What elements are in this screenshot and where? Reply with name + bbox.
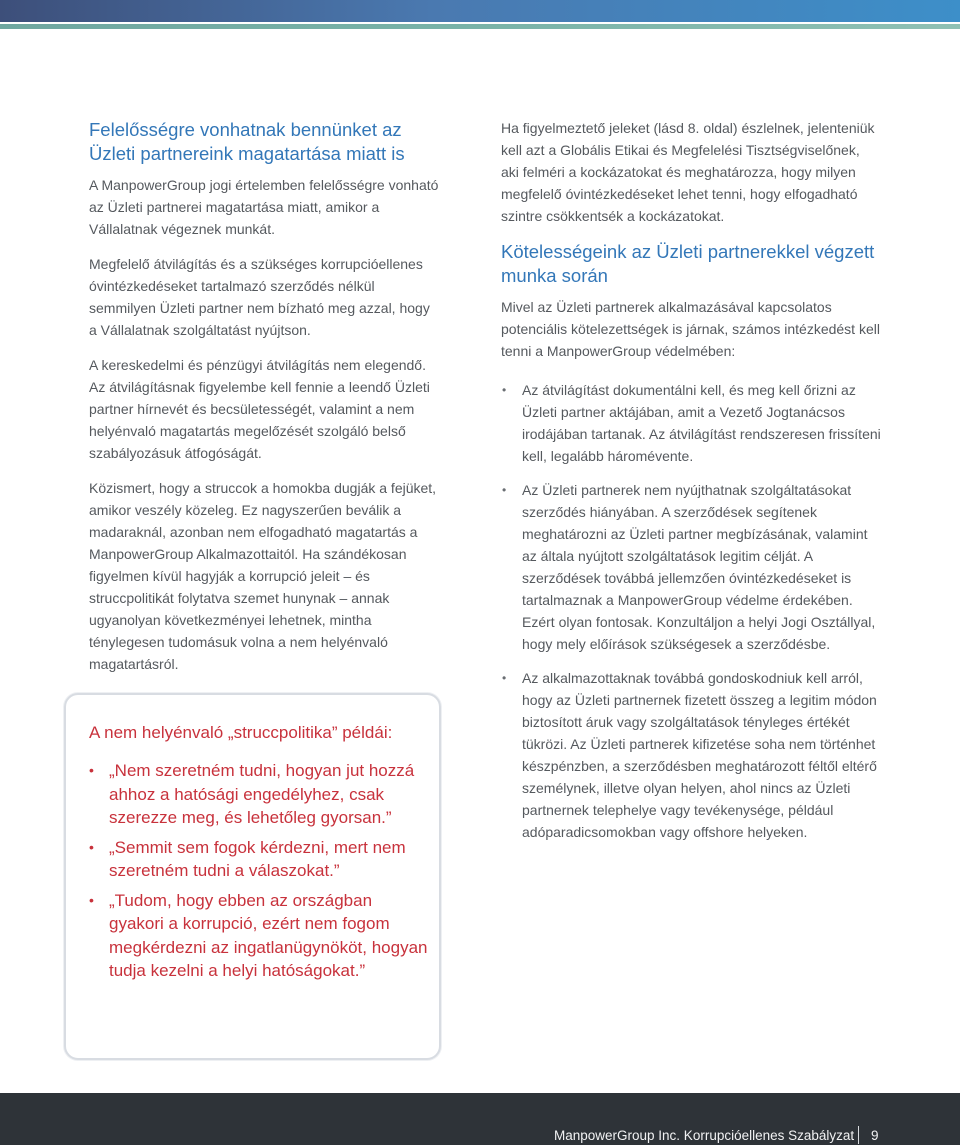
callout-quote-item: • „Tudom, hogy ebben az országban gyakori a korrupció, ezért nem fogom megkérdezni az ingatlanügynököt, hogyan tudja kezelni a helyi hatóságokat.” [89, 889, 429, 983]
obligation-item: • Az Üzleti partnerek nem nyújthatnak szolgáltatásokat szerződés hiányában. A szerződések segítenek meghatározni az Üzleti partner megbízásának, valamint az általa nyújtott szolgáltatások legitim célját. A szerződések továbbá jellemzően óvintézkedéseket is tartalmaznak a ManpowerGroup védelme érdekében. Ezért olyan fontosak. Konzultáljon a helyi Jogi Osztállyal, hogy mely előírások szükségesek a szerződésbe. [501, 479, 881, 655]
callout-quote-item: • „Nem szeretném tudni, hogyan jut hozzá ahhoz a hatósági engedélyhez, csak szerezze meg, és lehetőleg gyorsan.” [89, 759, 429, 830]
header-gradient-bar [0, 0, 960, 22]
callout-quote-item: • „Semmit sem fogok kérdezni, mert nem szeretném tudni a válaszokat.” [89, 836, 429, 883]
obligation-item: • Az alkalmazottaknak továbbá gondoskodniuk kell arról, hogy az Üzleti partnernek fizetett összeg a legitim módon biztosított áruk vagy szolgáltatások tényleges értékét tükrözi. Az Üzleti partnerek kifizetése soha nem történhet készpénzben, a szerződésben meghatározott féltől eltérő személynek, illetve olyan helyen, ahol nincs az Üzleti partnernek telephelye vagy tevékenysége, például adóparadicsomokban vagy offshore helyeken. [501, 667, 881, 843]
paragraph-commercial-check [89, 354, 441, 464]
callout-title: A nem helyénvaló „struccpolitika” példái: [89, 723, 393, 742]
footer-divider [858, 1126, 859, 1144]
obligation-item: • Az átvilágítást dokumentálni kell, és meg kell őrizni az Üzleti partner aktájában, amit a Vezető Jogtanácsos irodájában tartanak. Az átvilágítást rendszeresen frissíteni kell, legalább háromévente. [501, 379, 881, 467]
footer-page-number: 9 [871, 1128, 879, 1143]
commercial-check-lead: A kereskedelmi és pénzügyi átvilágítás nem elegendő. [89, 357, 426, 373]
section-heading-obligations: Kötelességeink az Üzleti partnerekkel végzett munka során [501, 241, 875, 286]
left-column [89, 118, 441, 675]
obligations-list [501, 379, 881, 843]
commercial-check-body: Az átvilágításnak figyelembe kell fennie a leendő Üzleti partner hírnevét és becsületességét, valamint a nem helyénvaló magatartás megelőzését szolgáló belső szabályozásuk átfogóságát. [89, 379, 430, 461]
right-column [501, 117, 881, 855]
header-accent-line [0, 24, 960, 29]
footer-document-title: ManpowerGroup Inc. Korrupcióellenes Szabályzat [554, 1128, 855, 1143]
paragraph-obligations-intro: Mivel az Üzleti partnerek alkalmazásával kapcsolatos potenciális kötelezettségek is járnak, számos intézkedést kell tenni a ManpowerGroup védelmében: [501, 299, 880, 359]
paragraph-ostrich: Közismert, hogy a struccok a homokba dugják a fejüket, amikor veszély közeleg. Ez nagyszerűen beválik a madaraknál, azonban nem elfogadható magatartás a ManpowerGroup Alkalmazottaitól. Ha szándékosan figyelmen kívül hagyják a korrupció jeleit – és struccpolitikát folytatva szemet hunynak – annak ugyanolyan következményei lehetnek, mintha ténylegesen tudomásuk volna a nem helyénvaló magatartásról. [89, 480, 437, 672]
paragraph-liability: A ManpowerGroup jogi értelemben felelősségre vonható az Üzleti partnerei magatartása miatt, amikor a Vállalatnak végeznek munkát. [89, 177, 439, 237]
paragraph-due-diligence: Megfelelő átvilágítás és a szükséges korrupcióellenes óvintézkedéseket tartalmazó szerződés nélkül semmilyen Üzleti partner nem bízható meg azzal, hogy a Vállalatnak szolgáltatást nyújtson. [89, 256, 430, 338]
section-heading-liability: Felelősségre vonhatnak bennünket az Üzleti partnereink magatartása miatt is [89, 119, 405, 164]
callout-quote-list [89, 759, 429, 989]
paragraph-red-flags: Ha figyelmeztető jeleket (lásd 8. oldal) észlelnek, jelenteniük kell azt a Globális Etikai és Megfelelési Tisztségviselőnek, aki felméri a kockázatokat és meghatározza, hogy milyen megfelelő óvintézkedéseket lehet tenni, hogy elfogadható szintre csökkentsék a kockázatokat. [501, 120, 875, 224]
